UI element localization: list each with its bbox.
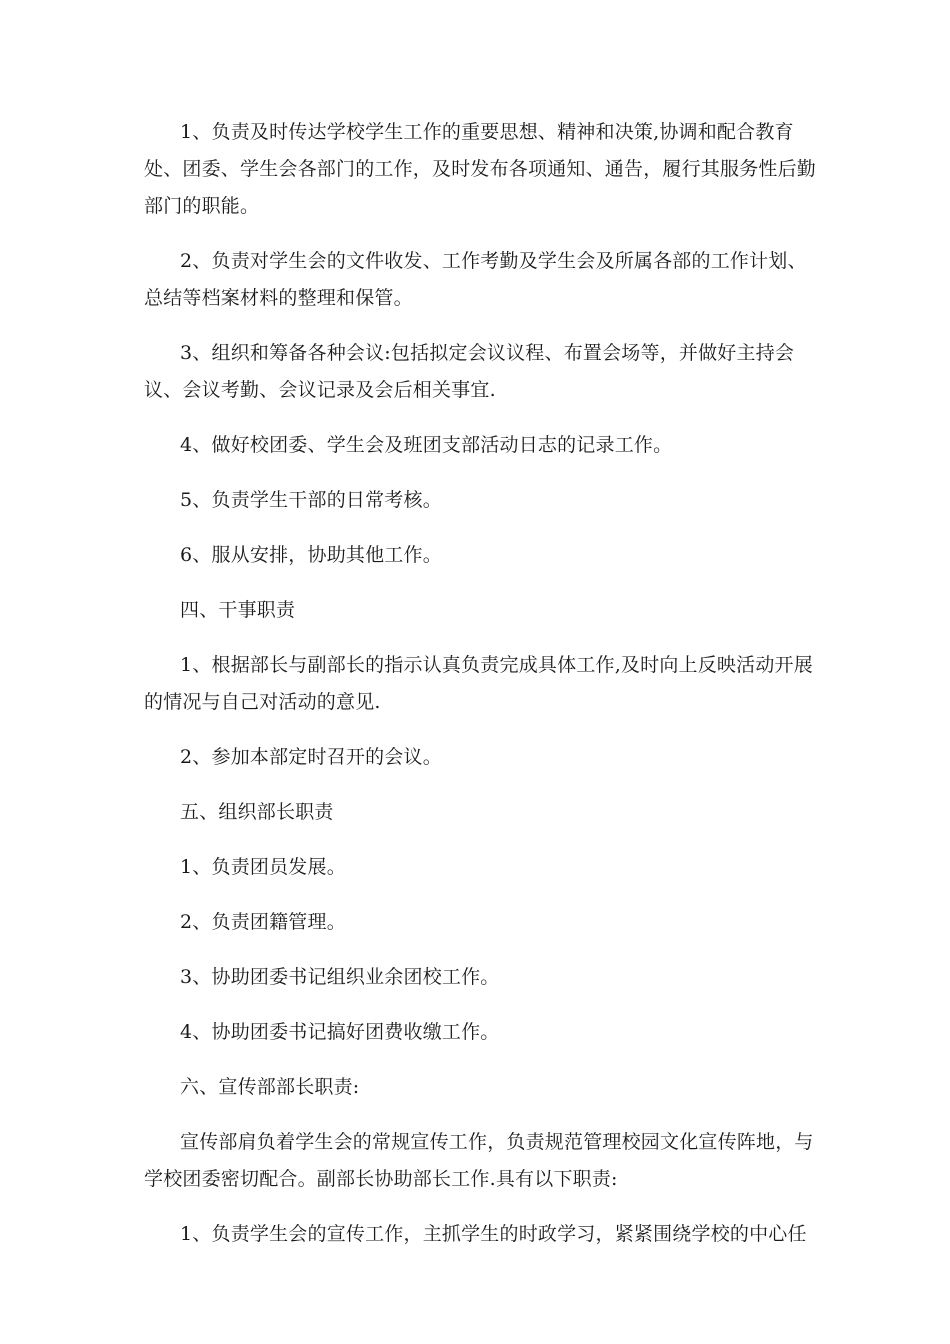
paragraph-organization-duty-1: 1、负责团员发展。 — [180, 856, 346, 878]
section-heading-organization-minister: 五、组织部长职责 — [180, 801, 334, 823]
paragraph-office-duty-4: 4、做好校团委、学生会及班团支部活动日志的记录工作。 — [180, 434, 673, 456]
paragraph-organization-duty-2: 2、负责团籍管理。 — [180, 911, 346, 933]
paragraph-office-duty-1: 1、负责及时传达学校学生工作的重要思想、精神和决策,协调和配合教育处、团委、学生会各部门的工作，及时发布各项通知、通告，履行其服务性后勤部门的职能。 — [144, 121, 817, 217]
paragraph-organization-duty-3: 3、协助团委书记组织业余团校工作。 — [180, 966, 500, 988]
paragraph-staff-duty-2: 2、参加本部定时召开的会议。 — [180, 746, 442, 768]
paragraph-office-duty-6: 6、服从安排，协助其他工作。 — [180, 544, 442, 566]
paragraph-office-duty-2: 2、负责对学生会的文件收发、工作考勤及学生会及所属各部的工作计划、总结等档案材料的整理和保管。 — [144, 250, 807, 309]
paragraph-publicity-duty-1: 1、负责学生会的宣传工作，主抓学生的时政学习，紧紧围绕学校的中心任 — [180, 1223, 807, 1245]
paragraph-staff-duty-1: 1、根据部长与副部长的指示认真负责完成具体工作,及时向上反映活动开展的情况与自己对活动的意见. — [144, 654, 813, 713]
paragraph-organization-duty-4: 4、协助团委书记搞好团费收缴工作。 — [180, 1021, 500, 1043]
paragraph-office-duty-5: 5、负责学生干部的日常考核。 — [180, 489, 442, 511]
document-body — [144, 114, 816, 1271]
section-heading-publicity-minister: 六、宣传部部长职责: — [180, 1076, 360, 1098]
paragraph-publicity-intro: 宣传部肩负着学生会的常规宣传工作，负责规范管理校园文化宣传阵地，与学校团委密切配合。副部长协助部长工作.具有以下职责: — [144, 1131, 814, 1190]
section-heading-staff-duties: 四、干事职责 — [180, 599, 296, 621]
paragraph-office-duty-3: 3、组织和筹备各种会议:包括拟定会议议程、布置会场等，并做好主持会议、会议考勤、会议记录及会后相关事宜. — [144, 342, 795, 401]
